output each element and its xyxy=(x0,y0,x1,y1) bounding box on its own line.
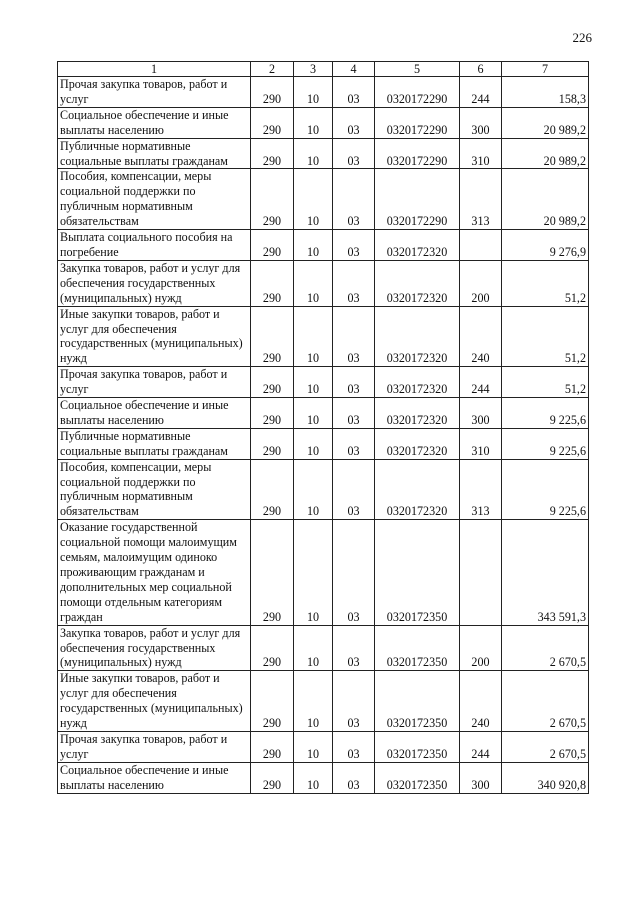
cell-col5: 0320172320 xyxy=(375,260,460,306)
cell-col6: 310 xyxy=(460,428,502,459)
table-row xyxy=(58,107,589,138)
cell-col4: 03 xyxy=(333,260,375,306)
cell-col3: 10 xyxy=(294,107,333,138)
cell-col7: 20 989,2 xyxy=(502,169,589,230)
cell-name: Иные закупки товаров, работ и услуг для обеспечения государственных (муниципальных) нужд xyxy=(58,306,251,367)
cell-col6: 313 xyxy=(460,459,502,520)
table-row xyxy=(58,367,589,398)
cell-col5: 0320172290 xyxy=(375,77,460,108)
cell-col7: 51,2 xyxy=(502,306,589,367)
cell-col4: 03 xyxy=(333,230,375,261)
cell-col7: 9 225,6 xyxy=(502,459,589,520)
cell-col5: 0320172320 xyxy=(375,367,460,398)
cell-col6: 300 xyxy=(460,107,502,138)
table-row xyxy=(58,520,589,625)
column-header: 7 xyxy=(502,62,589,77)
cell-name: Социальное обеспечение и иные выплаты населению xyxy=(58,762,251,793)
cell-col6: 310 xyxy=(460,138,502,169)
table-row xyxy=(58,459,589,520)
table-row xyxy=(58,731,589,762)
cell-col3: 10 xyxy=(294,169,333,230)
cell-col7: 2 670,5 xyxy=(502,625,589,671)
cell-col3: 10 xyxy=(294,671,333,732)
cell-col7: 20 989,2 xyxy=(502,138,589,169)
cell-col2: 290 xyxy=(251,398,294,429)
cell-col6 xyxy=(460,520,502,625)
table-row xyxy=(58,169,589,230)
cell-col6: 244 xyxy=(460,367,502,398)
cell-name: Прочая закупка товаров, работ и услуг xyxy=(58,77,251,108)
column-header: 2 xyxy=(251,62,294,77)
cell-col5: 0320172350 xyxy=(375,762,460,793)
cell-col4: 03 xyxy=(333,107,375,138)
cell-col2: 290 xyxy=(251,520,294,625)
table-row xyxy=(58,428,589,459)
cell-col2: 290 xyxy=(251,625,294,671)
cell-col7: 51,2 xyxy=(502,367,589,398)
cell-col6: 200 xyxy=(460,260,502,306)
cell-col3: 10 xyxy=(294,138,333,169)
cell-col3: 10 xyxy=(294,428,333,459)
cell-name: Прочая закупка товаров, работ и услуг xyxy=(58,731,251,762)
cell-col5: 0320172350 xyxy=(375,520,460,625)
table-row xyxy=(58,762,589,793)
cell-col7: 158,3 xyxy=(502,77,589,108)
column-header: 3 xyxy=(294,62,333,77)
cell-col2: 290 xyxy=(251,428,294,459)
column-header: 1 xyxy=(58,62,251,77)
cell-col4: 03 xyxy=(333,459,375,520)
cell-col3: 10 xyxy=(294,731,333,762)
cell-col2: 290 xyxy=(251,77,294,108)
cell-col2: 290 xyxy=(251,260,294,306)
table-row xyxy=(58,306,589,367)
table-row xyxy=(58,398,589,429)
cell-col5: 0320172350 xyxy=(375,671,460,732)
cell-col7: 2 670,5 xyxy=(502,671,589,732)
cell-col5: 0320172320 xyxy=(375,459,460,520)
cell-col5: 0320172290 xyxy=(375,138,460,169)
cell-col2: 290 xyxy=(251,762,294,793)
cell-col4: 03 xyxy=(333,169,375,230)
cell-col3: 10 xyxy=(294,260,333,306)
column-header: 6 xyxy=(460,62,502,77)
header-row xyxy=(58,62,589,77)
cell-col4: 03 xyxy=(333,731,375,762)
cell-col4: 03 xyxy=(333,428,375,459)
cell-col3: 10 xyxy=(294,520,333,625)
cell-col4: 03 xyxy=(333,306,375,367)
cell-col7: 9 225,6 xyxy=(502,428,589,459)
cell-name: Пособия, компенсации, меры социальной поддержки по публичным нормативным обязательствам xyxy=(58,459,251,520)
cell-col3: 10 xyxy=(294,459,333,520)
cell-col3: 10 xyxy=(294,762,333,793)
cell-col2: 290 xyxy=(251,138,294,169)
cell-name: Выплата социального пособия на погребение xyxy=(58,230,251,261)
cell-name: Социальное обеспечение и иные выплаты населению xyxy=(58,107,251,138)
cell-col6: 244 xyxy=(460,731,502,762)
cell-col3: 10 xyxy=(294,398,333,429)
cell-col6: 240 xyxy=(460,306,502,367)
cell-col4: 03 xyxy=(333,367,375,398)
cell-col6: 244 xyxy=(460,77,502,108)
column-header: 4 xyxy=(333,62,375,77)
cell-col6: 313 xyxy=(460,169,502,230)
cell-col2: 290 xyxy=(251,230,294,261)
cell-col4: 03 xyxy=(333,625,375,671)
cell-col6: 240 xyxy=(460,671,502,732)
cell-col7: 343 591,3 xyxy=(502,520,589,625)
cell-col6: 300 xyxy=(460,398,502,429)
cell-col2: 290 xyxy=(251,306,294,367)
cell-col6: 200 xyxy=(460,625,502,671)
cell-name: Публичные нормативные социальные выплаты гражданам xyxy=(58,428,251,459)
cell-col7: 2 670,5 xyxy=(502,731,589,762)
cell-col7: 51,2 xyxy=(502,260,589,306)
cell-col4: 03 xyxy=(333,398,375,429)
cell-col2: 290 xyxy=(251,367,294,398)
cell-col5: 0320172290 xyxy=(375,169,460,230)
cell-col2: 290 xyxy=(251,107,294,138)
cell-name: Публичные нормативные социальные выплаты гражданам xyxy=(58,138,251,169)
cell-col5: 0320172320 xyxy=(375,398,460,429)
table-row xyxy=(58,260,589,306)
cell-col6: 300 xyxy=(460,762,502,793)
cell-col4: 03 xyxy=(333,77,375,108)
cell-col5: 0320172290 xyxy=(375,107,460,138)
cell-col3: 10 xyxy=(294,367,333,398)
cell-name: Прочая закупка товаров, работ и услуг xyxy=(58,367,251,398)
page-number: 226 xyxy=(572,30,592,45)
cell-col2: 290 xyxy=(251,671,294,732)
cell-col7: 9 276,9 xyxy=(502,230,589,261)
cell-name: Пособия, компенсации, меры социальной поддержки по публичным нормативным обязательствам xyxy=(58,169,251,230)
cell-col5: 0320172320 xyxy=(375,230,460,261)
cell-col3: 10 xyxy=(294,230,333,261)
cell-col4: 03 xyxy=(333,138,375,169)
table-row xyxy=(58,138,589,169)
cell-col5: 0320172350 xyxy=(375,731,460,762)
cell-col5: 0320172320 xyxy=(375,306,460,367)
cell-name: Закупка товаров, работ и услуг для обеспечения государственных (муниципальных) нужд xyxy=(58,260,251,306)
cell-col3: 10 xyxy=(294,625,333,671)
cell-col6 xyxy=(460,230,502,261)
cell-col5: 0320172320 xyxy=(375,428,460,459)
table-row xyxy=(58,230,589,261)
cell-col4: 03 xyxy=(333,671,375,732)
table-body xyxy=(58,77,589,794)
cell-col7: 340 920,8 xyxy=(502,762,589,793)
cell-name: Оказание государственной социальной помощи малоимущим семьям, малоимущим одиноко проживающим гражданам и дополнительных мер социальной помощи отдельным категориям граждан xyxy=(58,520,251,625)
cell-col2: 290 xyxy=(251,731,294,762)
table-row xyxy=(58,625,589,671)
budget-table xyxy=(57,61,589,794)
cell-col3: 10 xyxy=(294,306,333,367)
table-row xyxy=(58,671,589,732)
cell-name: Социальное обеспечение и иные выплаты населению xyxy=(58,398,251,429)
cell-col7: 20 989,2 xyxy=(502,107,589,138)
cell-name: Закупка товаров, работ и услуг для обеспечения государственных (муниципальных) нужд xyxy=(58,625,251,671)
cell-col4: 03 xyxy=(333,520,375,625)
cell-col3: 10 xyxy=(294,77,333,108)
column-header: 5 xyxy=(375,62,460,77)
cell-col5: 0320172350 xyxy=(375,625,460,671)
cell-col2: 290 xyxy=(251,169,294,230)
table-row xyxy=(58,77,589,108)
cell-col2: 290 xyxy=(251,459,294,520)
cell-col4: 03 xyxy=(333,762,375,793)
cell-col7: 9 225,6 xyxy=(502,398,589,429)
cell-name: Иные закупки товаров, работ и услуг для обеспечения государственных (муниципальных) нужд xyxy=(58,671,251,732)
